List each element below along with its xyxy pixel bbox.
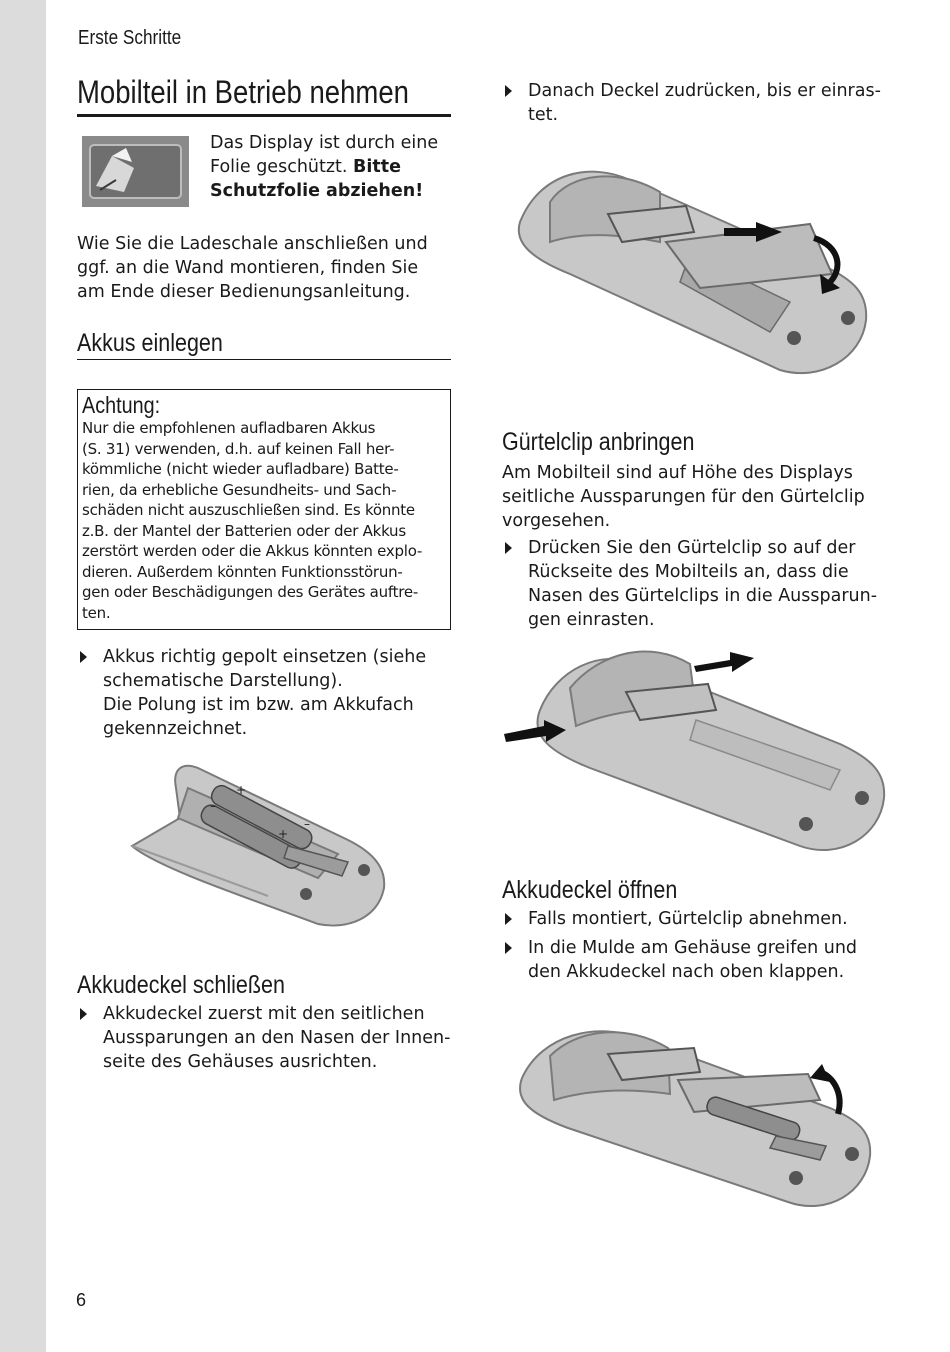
step-line: gekennzeichnet. [103,719,248,739]
intro-line: vorgesehen. [502,511,611,531]
warning-line: Nur die empfohlenen aufladbaren Akkus [82,419,376,437]
belt-clip-illustration [500,640,886,856]
display-note-bold: Schutzfolie abziehen! [210,181,424,201]
deckel-oeffnen-heading: Akkudeckel öffnen [502,876,678,904]
warning-text [82,418,422,623]
svg-text:–: – [304,817,310,831]
warning-line: zerstört werden oder die Akkus könnten explo- [82,542,423,560]
bullet-arrow-icon [505,85,512,97]
akkus-step [103,645,426,741]
display-foil-icon [82,136,189,207]
step-line: schematische Darstellung). [103,671,343,691]
step-line: Rückseite des Mobilteils an, dass die [528,562,849,582]
display-note [210,131,438,203]
step-line: gen einrasten. [528,610,655,630]
bullet-arrow-icon [80,651,87,663]
deckel-oeffnen-step1 [528,907,848,931]
intro-line: seitliche Aussparungen für den Gürtelclip [502,487,865,507]
page-title: Mobilteil in Betrieb nehmen [77,74,409,110]
warning-line: dieren. Außerdem könnten Funktionsstörun- [82,562,403,581]
warning-line: z.B. der Mantel der Batterien oder der Akkus [82,521,406,540]
display-note-bold: Bitte [353,157,401,177]
warning-line: gen oder Beschädigungen des Gerätes auftre- [82,583,418,601]
bullet-arrow-icon [505,542,512,554]
step-line: Die Polung ist im bzw. am Akkufach [103,695,414,715]
akkus-rule [77,359,451,360]
intro-line: ggf. an die Wand montieren, finden Sie [77,258,419,278]
deckel-oeffnen-step2 [528,936,857,984]
step-line: Drücken Sie den Gürtelclip so auf der [528,538,856,558]
step-line: In die Mulde am Gehäuse greifen und [528,938,858,958]
intro-line: am Ende dieser Bedienungsanleitung. [77,282,411,302]
display-note-text: Folie geschützt. [210,157,354,177]
step-line: Aussparungen an den Nasen der Innen- [103,1028,451,1048]
step-line: Falls montiert, Gürtelclip abnehmen. [528,909,848,929]
deckel-step2 [528,79,881,127]
warning-title: Achtung: [82,392,161,418]
open-cover-illustration [508,1022,876,1210]
intro-paragraph [77,232,428,304]
warning-line: kömmliche (nicht wieder aufladbare) Batte- [82,460,399,478]
battery-compartment-illustration [128,758,390,930]
warning-line: ten. [82,603,111,622]
display-note-line: Das Display ist durch eine [210,133,439,153]
intro-line: Am Mobilteil sind auf Höhe des Displays [502,463,853,483]
step-line: seite des Gehäuses ausrichten. [103,1052,378,1072]
warning-line: schäden nicht auszuschließen sind. Es könnte [82,501,415,519]
deckel-schliessen-heading: Akkudeckel schließen [77,971,285,999]
step-line: Akkus richtig gepolt einsetzen (siehe [103,647,427,667]
display-note-line [210,155,438,179]
step-line: tet. [528,105,559,125]
step-line: Akkudeckel zuerst mit den seitlichen [103,1004,425,1024]
svg-text:+: + [278,827,289,841]
deckel-schliessen-step [103,1002,450,1074]
page-margin-band [0,0,46,1352]
title-rule [77,114,451,117]
akkus-heading: Akkus einlegen [77,329,223,357]
display-note-line [210,179,438,203]
guertelclip-heading: Gürtelclip anbringen [502,428,695,456]
warning-line: (S. 31) verwenden, d.h. auf keinen Fall her- [82,439,395,458]
step-line: den Akkudeckel nach oben klappen. [528,962,845,982]
svg-text:–: – [210,799,216,813]
bullet-arrow-icon [505,913,512,925]
step-line: Nasen des Gürtelclips in die Aussparun- [528,586,878,606]
guertelclip-step [528,536,877,632]
close-cover-illustration [510,162,872,380]
page-number: 6 [76,1290,87,1310]
svg-text:+: + [236,783,247,797]
intro-line: Wie Sie die Ladeschale anschließen und [77,234,428,254]
bullet-arrow-icon [80,1008,87,1020]
section-header: Erste Schritte [78,27,182,49]
warning-line: rien, da erhebliche Gesundheits- und Sach- [82,480,397,499]
guertelclip-intro [502,461,865,533]
bullet-arrow-icon [505,942,512,954]
step-line: Danach Deckel zudrücken, bis er einras- [528,81,881,101]
